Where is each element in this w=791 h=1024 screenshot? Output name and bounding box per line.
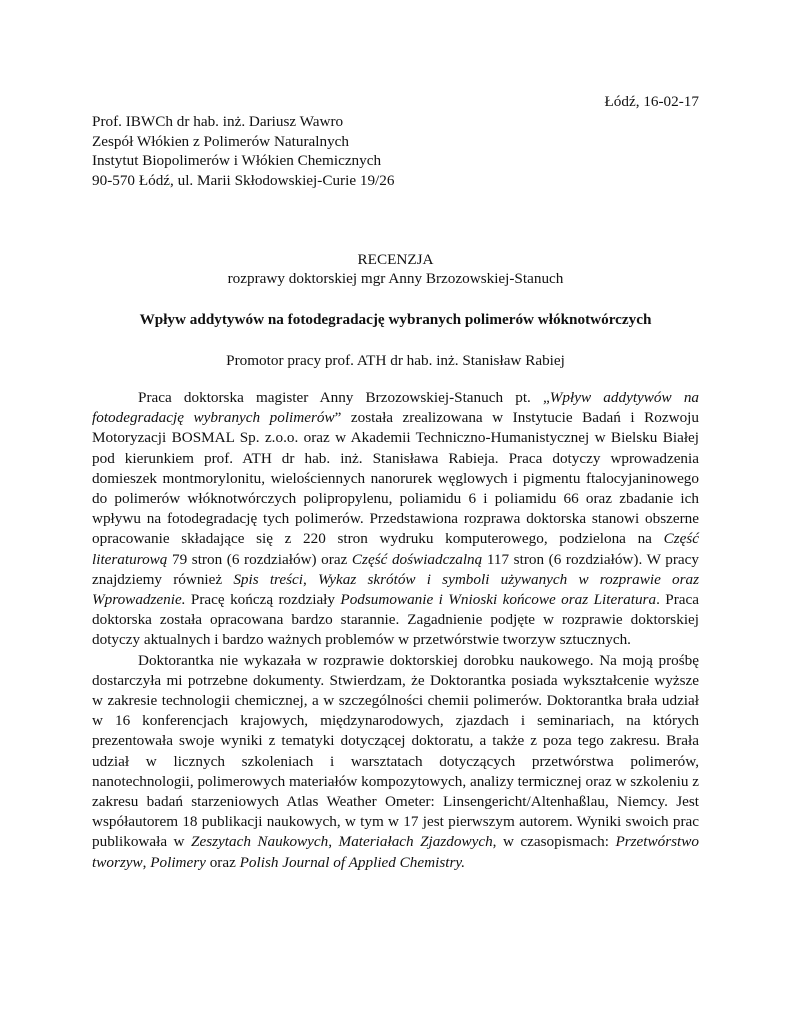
text-run: oraz [205,853,240,871]
text-run: 79 stron (6 rozdziałów) oraz [167,550,352,568]
paragraph-1 [92,388,699,651]
italic-run: Podsumowanie i Wnioski końcowe oraz Literatura [340,591,657,609]
promotor-line: Promotor pracy prof. ATH dr hab. inż. Stanisław Rabiej [226,352,565,369]
text-run: 117 stron (6 rozdziałów). W pracy znajdziemy również [92,550,699,588]
text-run: , [328,833,339,851]
sender-line: Zespół Włókien z Polimerów Naturalnych [92,132,350,150]
italic-run: Część doświadczalną [351,550,483,568]
italic-run: Materiałach Zjazdowych [338,833,493,851]
text-run: Doktorantka nie wykazała w rozprawie doktorskiej dorobku naukowego. Na moją prośbę dostarczyła mi potrzebne dokumenty. Stwierdzam, że Doktorantka posiada wykształcenie wyższe w zakresie technologii chemicznej, a w szczególności chemii polimerów. Doktorantka brała udział w 16 konferencjach krajowych, międzynarodowych, zjazdach i seminariach, na których prezentowała swoje wyniki z tematyki dotyczącej doktoratu, a także z poza tego zakresu. Brała udział w licznych szkoleniach i warsztatach dotyczących przetwórstwa polimerów, nanotechnologii, polimerowych materiałów kompozytowych, analizy termicznej oraz w szkoleniu z zakresu badań starzeniowych Atlas Weather Ometer: Linsengericht/Altenhaßlau, Niemcy. Jest współautorem 18 publikacji naukowych, w tym w 17 jest pierwszym autorem. Wyniki swoich prac publikowała w [92,651,699,851]
text-run: Pracę kończą rozdziały [185,591,341,609]
sender-line: Prof. IBWCh dr hab. inż. Dariusz Wawro [92,113,344,130]
sender-line: 90-570 Łódź, ul. Marii Skłodowskiej-Curie 19/26 [92,171,395,189]
italic-run: Spis treści [233,570,304,588]
letter-date: Łódź, 16-02-17 [604,93,699,110]
paragraph-2 [92,651,699,873]
sender-address-block [92,112,394,190]
text-run: . Praca doktorska została opracowana bardzo starannie. Zagadnienie podjęte w rozprawie doktorskiej dotyczy aktualnych i bardzo ważnych problemów w przetwórstwie tworzyw sztucznych. [92,591,700,649]
document-subheading: rozprawy doktorskiej mgr Anny Brzozowskiej-Stanuch [227,270,564,287]
thesis-title: Wpływ addytywów na fotodegradację wybranych polimerów włóknotwórczych [139,311,652,328]
italic-run: Wpływ addytywów na fotodegradację wybranych polimerów [92,389,700,427]
text-run: , w czasopismach: [492,833,616,851]
text-run: ” została zrealizowana w Instytucie Badań i Rozwoju Motoryzacji BOSMAL Sp. z.o.o. oraz w Akademii Techniczno-Humanistycznej w Bielsku Białej pod kierunkiem prof. ATH dr hab. inż. Stanisława Rabieja. Praca dotyczy wprowadzenia domieszek montmorylonitu, wielościennych nanorurek węglowych i pigmentu ftalocyjaninowego do polimerów włóknotwórczych polipropylenu, poliamidu 6 i poliamidu 66 oraz zbadanie ich wpływu na fotodegradację tych polimerów. Przedstawiona rozprawa doktorska stanowi obszerne opracowanie składające się z 220 stron wydruku komputerowego, podzielona na [92,409,699,548]
italic-run: Wykaz skrótów i symboli używanych w rozprawie oraz Wprowadzenie. [92,570,700,609]
text-run: , [303,570,319,588]
italic-run: Polimery [150,853,206,871]
review-body [92,388,699,873]
italic-run: Polish Journal of Applied Chemistry. [239,853,466,871]
italic-run: Przetwórstwo tworzyw [92,833,699,871]
italic-run: Zeszytach Naukowych [191,833,329,851]
document-heading: RECENZJA [357,251,434,268]
text-run: , [142,853,151,871]
title-block [0,250,791,370]
sender-line: Instytut Biopolimerów i Włókien Chemicznych [92,152,382,169]
text-run: Praca doktorska magister Anny Brzozowskiej-Stanuch pt. „ [138,389,550,406]
italic-run: Część literaturową [92,530,699,568]
